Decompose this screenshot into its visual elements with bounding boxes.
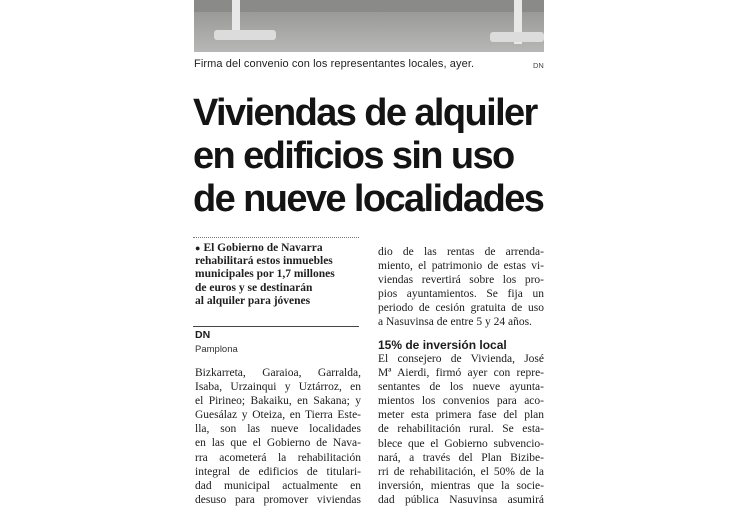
body-line: Guesálaz y Oteiza, en Tierra Este- — [195, 409, 361, 422]
byline-divider — [193, 326, 359, 327]
body-line: inversión, mientras que la socie- — [378, 479, 544, 492]
body-line: periodo de cesión gratuita de uso — [378, 302, 544, 315]
body-column-right — [378, 245, 544, 330]
body-line: Bizkarreta, Garaioa, Garralda, — [195, 367, 361, 379]
body-line: en las que el Gobierno de Nava- — [195, 437, 361, 450]
body-line: dad municipal actualmente en — [195, 479, 361, 492]
body-line: el Pirineo; Bakaiku, en Sakana; y — [195, 395, 361, 408]
body-line: rri de rehabilitación, el 50% de la — [378, 465, 544, 478]
body-line: El consejero de Vivienda, José — [378, 353, 544, 365]
body-line: sentantes de los nueve ayunta- — [378, 381, 544, 394]
headline-line: en edificios sin uso — [193, 135, 514, 177]
body-line: dio de las rentas de arrenda- — [378, 246, 544, 258]
section-subhead: 15% de inversión local — [378, 338, 507, 352]
body-column-left — [195, 366, 361, 507]
body-line: pios ayuntamientos. Se fija un — [378, 288, 544, 301]
deck-line: al alquiler para jóvenes — [195, 294, 311, 307]
body-line: lla, son las nueve localidades — [195, 423, 361, 436]
body-line: viendas revertirá sobre los pro- — [378, 274, 544, 287]
body-line: a Nasuvinsa de entre 5 y 24 años. — [378, 316, 532, 329]
photo-credit: DN — [533, 61, 544, 70]
body-line: mientos los convenios para aco- — [378, 395, 544, 408]
deck-line: rehabilitará estos inmuebles — [195, 255, 333, 268]
article-photo — [194, 0, 544, 52]
body-column-right-continued — [378, 352, 544, 507]
deck-divider — [193, 237, 359, 238]
bullet-icon: ● — [195, 243, 201, 253]
photo-table-foot — [214, 30, 276, 40]
headline-line: de nueve localidades — [193, 178, 544, 220]
body-line: miento, el patrimonio de estas vi- — [378, 260, 544, 273]
body-line: blece que el Gobierno subvencio- — [378, 437, 544, 450]
body-line: de rehabilitación rural. Se esta- — [378, 423, 544, 436]
byline: DN — [195, 329, 211, 341]
photo-caption: Firma del convenio con los representantes locales, ayer. — [194, 58, 475, 70]
headline-line: Viviendas de alquiler — [193, 92, 537, 134]
deck-line: de euros y se destinarán — [195, 281, 313, 294]
headline — [193, 92, 553, 221]
photo-table-foot — [490, 32, 544, 42]
deck-line: El Gobierno de Navarra — [203, 242, 323, 254]
dateline-city: Pamplona — [195, 344, 238, 355]
body-line: Mª Aierdi, firmó ayer con repre- — [378, 367, 544, 380]
body-line: integral de edificios de titulari- — [195, 465, 361, 478]
body-line: rra acometerá la rehabilitación — [195, 451, 361, 464]
body-line: nará, a través del Plan Bizibe- — [378, 451, 544, 464]
deck-line: municipales por 1,7 millones — [195, 268, 335, 281]
body-line: dad pública Nasuvinsa asumirá — [378, 493, 544, 506]
body-line: meter esta primera fase del plan — [378, 409, 544, 422]
body-line: desuso para promover viviendas — [195, 493, 361, 506]
article-deck — [195, 242, 360, 308]
body-line: Isaba, Urzainqui y Uztárroz, en — [195, 381, 361, 394]
